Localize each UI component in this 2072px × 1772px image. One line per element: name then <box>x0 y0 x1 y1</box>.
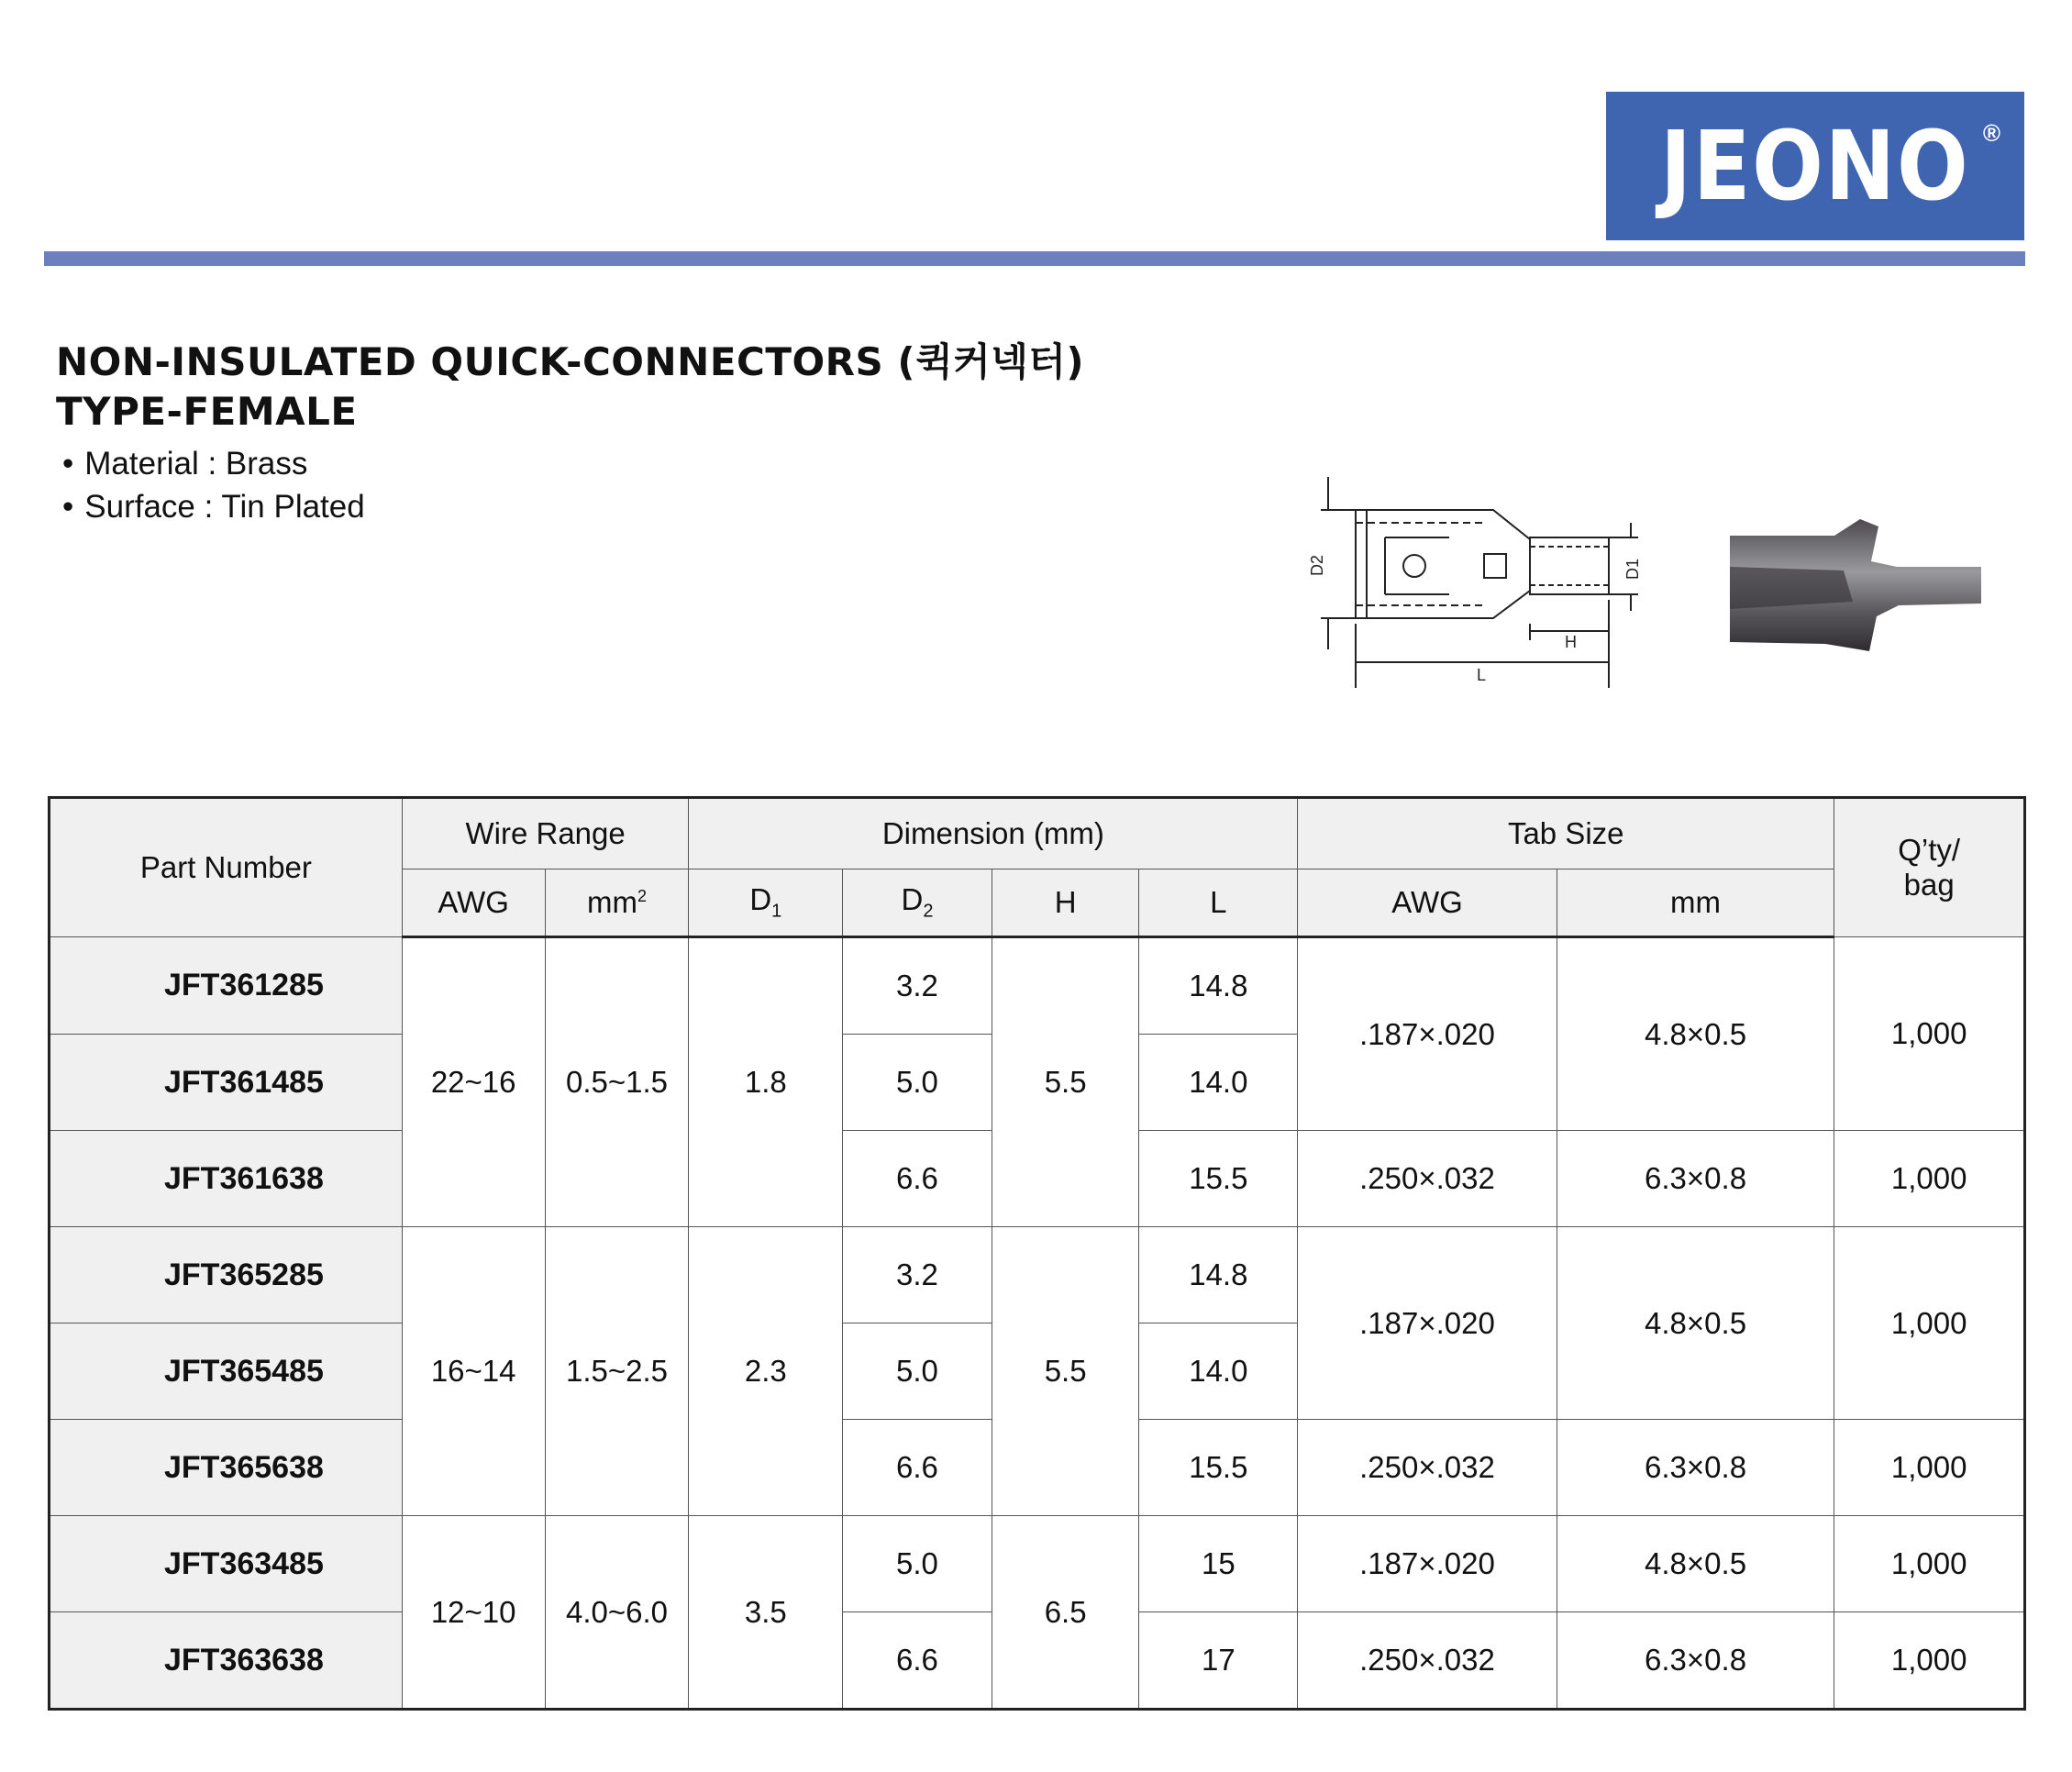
part-number: JFT363638 <box>50 1612 403 1710</box>
d2-cell: 3.2 <box>843 1227 992 1323</box>
l-cell: 14.8 <box>1139 1227 1298 1323</box>
spec-list <box>62 442 365 528</box>
brand-logo <box>1606 92 2024 240</box>
drawing-label-l: L <box>1477 666 1487 684</box>
d2-cell: 6.6 <box>843 1420 992 1516</box>
part-number: JFT361285 <box>50 937 403 1035</box>
header-qty-line1: Q’ty/ <box>1898 833 1961 867</box>
header-qty-line2: bag <box>1903 868 1955 902</box>
drawing-label-h: H <box>1565 633 1577 651</box>
part-number: JFT365285 <box>50 1227 403 1323</box>
tab-mm-cell: 4.8×0.5 <box>1557 937 1834 1131</box>
product-photo <box>1715 514 1990 660</box>
connector-drawing <box>1302 477 1660 697</box>
header-d1: $D_1$ <box>689 869 843 937</box>
table-row <box>50 1227 2025 1323</box>
part-number: JFT361638 <box>50 1131 403 1227</box>
header-d2: $D_2$ <box>843 869 992 937</box>
drawing-label-d1: D1 <box>1623 558 1642 580</box>
d2-cell: 5.0 <box>843 1516 992 1612</box>
qty-cell: 1,000 <box>1834 937 2025 1131</box>
mm2-cell: 4.0~6.0 <box>545 1516 689 1710</box>
part-number: JFT363485 <box>50 1516 403 1612</box>
tab-awg-cell: .250×.032 <box>1298 1131 1557 1227</box>
l-cell: 14.0 <box>1139 1323 1298 1420</box>
h-cell: 6.5 <box>992 1516 1139 1710</box>
tab-mm-cell: 4.8×0.5 <box>1557 1227 1834 1420</box>
table-row <box>50 1516 2025 1612</box>
tab-mm-cell: 6.3×0.8 <box>1557 1612 1834 1710</box>
qty-cell: 1,000 <box>1834 1612 2025 1710</box>
header-tab-mm: mm <box>1557 869 1834 937</box>
l-cell: 15.5 <box>1139 1131 1298 1227</box>
d2-cell: 6.6 <box>843 1612 992 1710</box>
tab-awg-cell: .250×.032 <box>1298 1420 1557 1516</box>
header-dimension: Dimension (mm) <box>689 798 1298 869</box>
h-cell: 5.5 <box>992 1227 1139 1516</box>
header-awg: AWG <box>402 869 545 937</box>
header-rule <box>44 251 2025 266</box>
qty-cell: 1,000 <box>1834 1516 2025 1612</box>
d1-cell: 2.3 <box>689 1227 843 1516</box>
tab-awg-cell: .187×.020 <box>1298 1227 1557 1420</box>
tab-mm-cell: 6.3×0.8 <box>1557 1420 1834 1516</box>
d2-cell: 6.6 <box>843 1131 992 1227</box>
l-cell: 15 <box>1139 1516 1298 1612</box>
spec-material: • Material : Brass <box>62 442 365 485</box>
page-title <box>56 338 1084 437</box>
title-line-2: TYPE-FEMALE <box>56 389 358 434</box>
tab-awg-cell: .187×.020 <box>1298 937 1557 1131</box>
d2-cell: 5.0 <box>843 1323 992 1420</box>
header-wire-range: Wire Range <box>402 798 689 869</box>
qty-cell: 1,000 <box>1834 1131 2025 1227</box>
qty-cell: 1,000 <box>1834 1420 2025 1516</box>
header-l: L <box>1139 869 1298 937</box>
l-cell: 14.0 <box>1139 1035 1298 1131</box>
spec-table <box>48 796 2026 1711</box>
d2-cell: 5.0 <box>843 1035 992 1131</box>
awg-cell: 16~14 <box>402 1227 545 1516</box>
mm2-cell: 1.5~2.5 <box>545 1227 689 1516</box>
part-number: JFT361485 <box>50 1035 403 1131</box>
awg-cell: 22~16 <box>402 937 545 1227</box>
spec-surface: • Surface : Tin Plated <box>62 485 365 528</box>
header-h: H <box>992 869 1139 937</box>
tab-mm-cell: 6.3×0.8 <box>1557 1131 1834 1227</box>
h-cell: 5.5 <box>992 937 1139 1227</box>
part-number: JFT365638 <box>50 1420 403 1516</box>
mm2-cell: 0.5~1.5 <box>545 937 689 1227</box>
part-number: JFT365485 <box>50 1323 403 1420</box>
qty-cell: 1,000 <box>1834 1227 2025 1420</box>
brand-name: JEONO <box>1660 110 1970 222</box>
l-cell: 14.8 <box>1139 937 1298 1035</box>
d2-cell: 3.2 <box>843 937 992 1035</box>
header-mm2: $mm^2$ <box>545 869 689 937</box>
title-line-1: NON-INSULATED QUICK-CONNECTORS (퀵커넥터) <box>56 339 1085 384</box>
d1-cell: 3.5 <box>689 1516 843 1710</box>
l-cell: 17 <box>1139 1612 1298 1710</box>
header-part-number: Part Number <box>50 798 403 937</box>
tab-awg-cell: .187×.020 <box>1298 1516 1557 1612</box>
l-cell: 15.5 <box>1139 1420 1298 1516</box>
table-row <box>50 937 2025 1035</box>
header-tab-awg: AWG <box>1298 869 1557 937</box>
tab-mm-cell: 4.8×0.5 <box>1557 1516 1834 1612</box>
registered-mark: ® <box>1982 119 2000 147</box>
header-tab-size: Tab Size <box>1298 798 1834 869</box>
header-qty <box>1834 798 2025 937</box>
awg-cell: 12~10 <box>402 1516 545 1710</box>
drawing-label-d2: D2 <box>1308 554 1326 576</box>
tab-awg-cell: .250×.032 <box>1298 1612 1557 1710</box>
d1-cell: 1.8 <box>689 937 843 1227</box>
